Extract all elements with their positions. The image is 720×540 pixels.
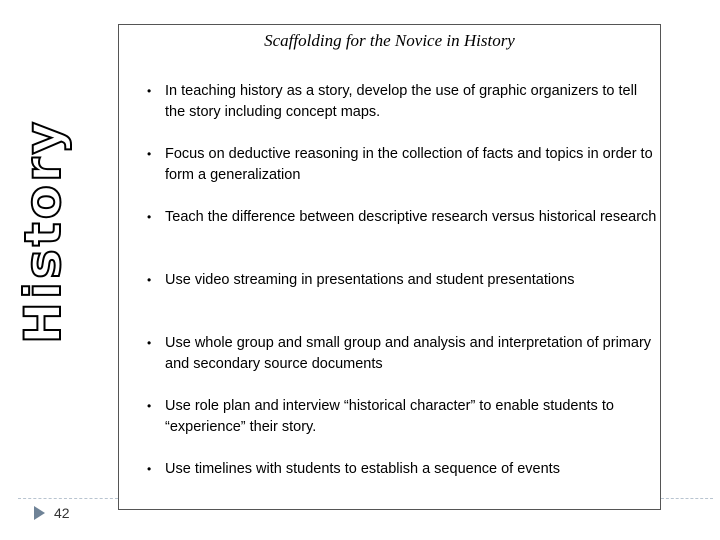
bullet-item <box>147 396 657 459</box>
bullet-item <box>147 333 657 396</box>
bullet-dot-icon: • <box>147 273 152 287</box>
bullet-dot-icon: • <box>147 84 152 98</box>
bullet-text: Use timelines with students to establish a sequence of events <box>165 461 560 477</box>
footer-divider-left <box>18 498 118 499</box>
bullet-item <box>147 270 657 333</box>
footer-divider-right <box>661 498 713 499</box>
bullet-dot-icon: • <box>147 147 152 161</box>
bullet-text: Teach the difference between descriptive research versus historical research <box>165 209 657 225</box>
bullet-item <box>147 207 657 270</box>
bullet-text: Use role plan and interview “historical character” to enable students to “experience” their story. <box>165 398 614 435</box>
content-box <box>118 24 661 510</box>
bullet-text: Use whole group and small group and analysis and interpretation of primary and secondary source documents <box>165 335 652 372</box>
bullet-item <box>147 459 657 522</box>
bullet-list <box>147 81 657 522</box>
side-label-history: History <box>14 118 72 344</box>
slide-title: Scaffolding for the Novice in History <box>264 31 515 50</box>
bullet-item <box>147 144 657 207</box>
bullet-text: Use video streaming in presentations and student presentations <box>165 272 575 288</box>
bullet-item <box>147 81 657 144</box>
page-number: 42 <box>54 505 70 521</box>
bullet-text: In teaching history as a story, develop the use of graphic organizers to tell the story including concept maps. <box>165 83 638 120</box>
bullet-dot-icon: • <box>147 210 152 224</box>
bullet-dot-icon: • <box>147 399 152 413</box>
bullet-dot-icon: • <box>147 336 152 350</box>
bullet-dot-icon: • <box>147 462 152 476</box>
triangle-right-icon <box>34 506 45 520</box>
bullet-text: Focus on deductive reasoning in the collection of facts and topics in order to form a generalization <box>165 146 653 183</box>
